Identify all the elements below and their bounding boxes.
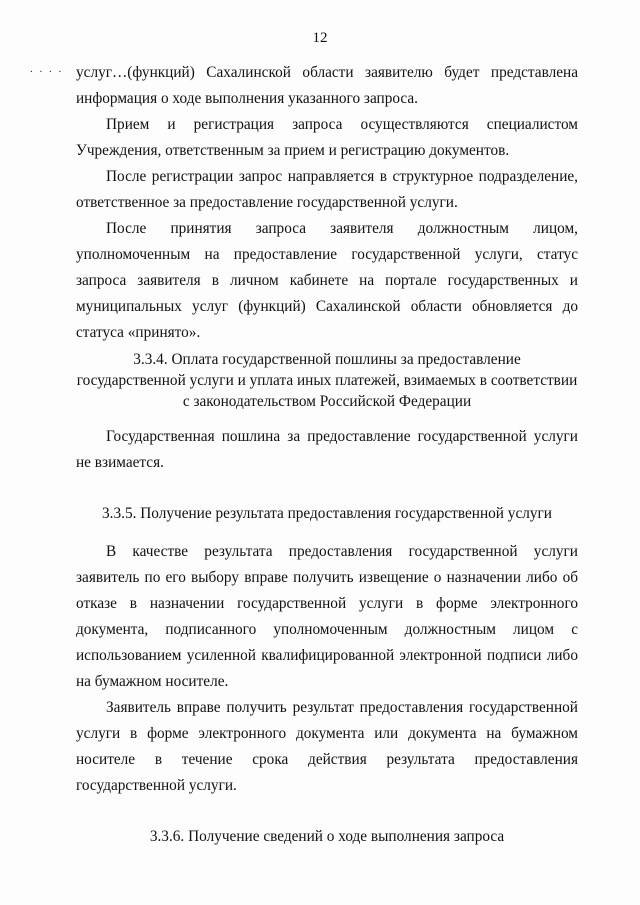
margin-mark: . . . . bbox=[30, 63, 64, 75]
paragraph-status-update: После принятия запроса заявителя должностным лицом, уполномоченным на предоставление государственной услуги, статус запроса заявителя в личном кабинете на портале государственных и муниципальных услуг (функций) Сахалинской области обновляется до статуса «принято». bbox=[76, 220, 578, 341]
heading-line: государственной услуги и уплата иных платежей, взимаемых в соответствии bbox=[76, 372, 578, 389]
paragraph-result-options: В качестве результата предоставления государственной услуги заявитель по его выбору вправе получить извещение о назначении либо об отказе в назначении государственной услуги в форме электронного документа, подписанного уполномоченным должностным лицом с использованием усиленной квалифицированной электронной подписи либо на бумажном носителе. bbox=[76, 543, 578, 690]
paragraph-after-registration: После регистрации запрос направляется в структурное подразделение, ответственное за предоставление государственной услуги. bbox=[76, 168, 578, 211]
section-heading-3-3-5: 3.3.5. Получение результата предоставления государственной услуги bbox=[102, 505, 552, 522]
paragraph-request-info: услуг…(функций) Сахалинской области заявителю будет представлена информация о ходе выполнения указанного запроса. bbox=[76, 64, 578, 107]
section-heading-3-3-4 bbox=[76, 349, 578, 412]
paragraph-registration: Прием и регистрация запроса осуществляются специалистом Учреждения, ответственным за прием и регистрацию документов. bbox=[76, 116, 578, 159]
heading-line: 3.3.4. Оплата государственной пошлины за предоставление bbox=[133, 351, 521, 368]
page-number: 12 bbox=[312, 30, 328, 46]
paragraph-result-right: Заявитель вправе получить результат предоставления государственной услуги в форме электронного документа или документа на бумажном носителе в течение срока действия результата предоставления государственной услуги. bbox=[76, 699, 578, 794]
section-heading-3-3-6: 3.3.6. Получение сведений о ходе выполнения запроса bbox=[149, 828, 505, 845]
paragraph-fee: Государственная пошлина за предоставление государственной услуги не взимается. bbox=[76, 428, 578, 471]
heading-line: с законодательством Российской Федерации bbox=[182, 393, 472, 410]
